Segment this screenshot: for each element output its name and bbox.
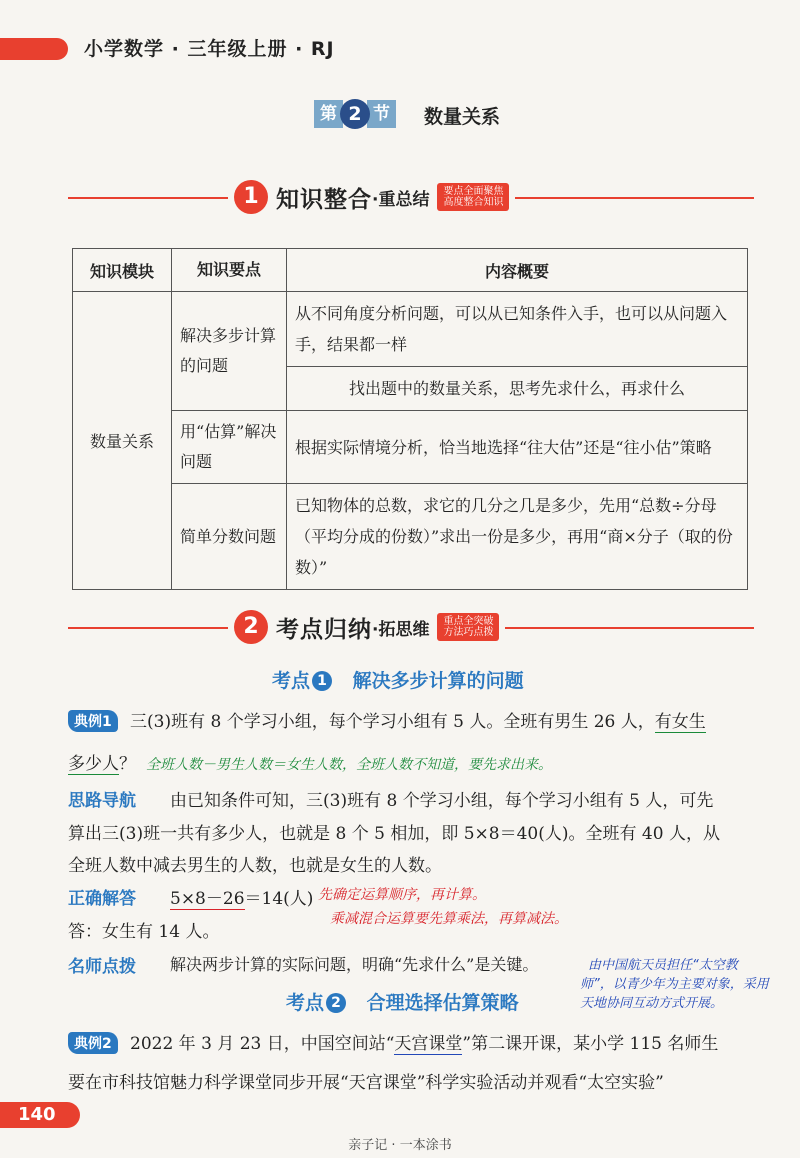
band-subtitle: ·拓思维 bbox=[372, 619, 430, 640]
band-pill bbox=[228, 608, 505, 646]
kaodian-label: 考点 bbox=[272, 670, 311, 692]
band-knowledge bbox=[68, 176, 754, 220]
example-1-tag: 典例1 bbox=[68, 710, 118, 732]
section-badge bbox=[314, 100, 396, 128]
table-row bbox=[73, 411, 748, 484]
kaodian-label: 考点 bbox=[286, 992, 325, 1014]
question-underlined: 有女生 bbox=[654, 712, 706, 732]
ex2-text-b: ”第二课开课，某小学 115 名师生 bbox=[462, 1034, 719, 1054]
band-pill bbox=[228, 178, 515, 216]
band-subtitle: ·重总结 bbox=[372, 189, 430, 210]
band-exam-points bbox=[68, 606, 754, 650]
handwritten-note-4 bbox=[580, 956, 769, 1013]
kaodian-title: 解决多步计算的问题 bbox=[352, 670, 524, 692]
point-cell: 用“估算”解决问题 bbox=[172, 411, 287, 484]
ex2-underlined: 天宫课堂 bbox=[394, 1034, 463, 1054]
handwritten-note-2: 先确定运算顺序，再计算。 bbox=[318, 887, 486, 903]
band-title: 知识整合 bbox=[276, 186, 372, 213]
handwritten-note-3: 乘减混合运算要先算乘法，再算减法。 bbox=[330, 911, 568, 927]
point-cell: 简单分数问题 bbox=[172, 484, 287, 590]
table-header-row bbox=[73, 249, 748, 292]
example-2-line1 bbox=[130, 1029, 718, 1054]
header-module: 知识模块 bbox=[73, 249, 172, 292]
tip-text: 解决两步计算的实际问题，明确“先求什么”是关键。 bbox=[170, 955, 539, 974]
band-tag bbox=[437, 613, 499, 641]
example-1-question-line2 bbox=[68, 749, 136, 774]
band-tag-line1: 要点全面聚焦 bbox=[443, 186, 504, 197]
header-bar bbox=[0, 38, 68, 60]
footer-text: 亲子记 · 一本涂书 bbox=[348, 1138, 452, 1153]
page-number: 140 bbox=[18, 1104, 56, 1125]
section-title: 数量关系 bbox=[424, 106, 501, 128]
thinking-line-1: 由已知条件可知，三(3)班有 8 个学习小组，每个学习小组有 5 人，可先 bbox=[170, 791, 714, 811]
question-text: 三(3)班有 8 个学习小组，每个学习小组有 5 人。全班有男生 26 人， bbox=[130, 712, 655, 732]
section-suffix: 节 bbox=[367, 100, 396, 128]
kaodian-number: 2 bbox=[326, 993, 346, 1013]
question-underlined-2: 多少人 bbox=[68, 754, 119, 774]
content-cell: 根据实际情境分析，恰当地选择“往大估”还是“往小估”策略 bbox=[287, 411, 748, 484]
content-cell: 从不同角度分析问题，可以从已知条件入手，也可以从问题入手，结果都一样 bbox=[287, 292, 748, 367]
answer-result: ＝14(人) bbox=[244, 889, 314, 909]
header-point: 知识要点 bbox=[172, 249, 287, 292]
content-cell: 找出题中的数量关系，思考先求什么，再求什么 bbox=[287, 367, 748, 411]
hw4-line1: 由中国航天员担任“太空教 bbox=[588, 958, 738, 973]
point-cell: 解决多步计算的问题 bbox=[172, 292, 287, 411]
thinking-line-2: 算出三(3)班一共有多少人，也就是 8 个 5 相加，即 5×8＝40(人)。全班有 40 人，从 bbox=[68, 824, 720, 844]
band-tag-line1: 重点全突破 bbox=[443, 616, 494, 627]
kaodian-2-heading bbox=[286, 988, 519, 1015]
band-title: 考点归纳 bbox=[276, 616, 372, 643]
thinking-label: 思路导航 bbox=[68, 791, 136, 811]
question-mark: ？ bbox=[119, 754, 136, 774]
answer-formula: 5×8－26 bbox=[170, 889, 245, 909]
section-number: 2 bbox=[340, 99, 370, 129]
band-number: 2 bbox=[234, 610, 268, 644]
kaodian-number: 1 bbox=[312, 671, 332, 691]
ex2-text-a: 2022 年 3 月 23 日，中国空间站“ bbox=[130, 1034, 395, 1054]
answer-text: 答：女生有 14 人。 bbox=[68, 922, 220, 942]
tip-label: 名师点拨 bbox=[68, 957, 136, 977]
band-tag bbox=[437, 183, 509, 211]
band-number: 1 bbox=[234, 180, 268, 214]
table-row bbox=[73, 484, 748, 590]
example-2-tag: 典例2 bbox=[68, 1032, 118, 1054]
answer-label: 正确解答 bbox=[68, 889, 136, 909]
section-prefix: 第 bbox=[314, 100, 343, 128]
knowledge-table bbox=[72, 248, 748, 590]
kaodian-title: 合理选择估算策略 bbox=[366, 992, 519, 1014]
thinking-line-3: 全班人数中减去男生的人数，也就是女生的人数。 bbox=[68, 856, 442, 876]
handwritten-note-1: 全班人数－男生人数＝女生人数，全班人数不知道，要先求出来。 bbox=[146, 757, 552, 773]
book-title: 小学数学 · 三年级上册 · RJ bbox=[84, 38, 335, 60]
hw4-line2: 师”，以青少年为主要对象，采用 bbox=[580, 977, 769, 992]
example-1-question bbox=[130, 707, 706, 732]
band-tag-line2: 方法巧点拨 bbox=[443, 627, 494, 638]
example-2-line2: 要在市科技馆魅力科学课堂同步开展“天宫课堂”科学实验活动并观看“太空实验” bbox=[68, 1073, 664, 1093]
content-cell: 已知物体的总数，求它的几分之几是多少，先用“总数÷分母（平均分成的份数）”求出一份是多少，再用“商×分子（取的份数）” bbox=[287, 484, 748, 590]
table-row bbox=[73, 292, 748, 367]
kaodian-1-heading bbox=[272, 666, 524, 693]
band-tag-line2: 高度整合知识 bbox=[443, 197, 504, 208]
answer-formula-line bbox=[170, 884, 313, 909]
module-cell: 数量关系 bbox=[73, 292, 172, 590]
header-content: 内容概要 bbox=[287, 249, 748, 292]
hw4-line3: 天地协同互动方式开展。 bbox=[580, 996, 724, 1011]
